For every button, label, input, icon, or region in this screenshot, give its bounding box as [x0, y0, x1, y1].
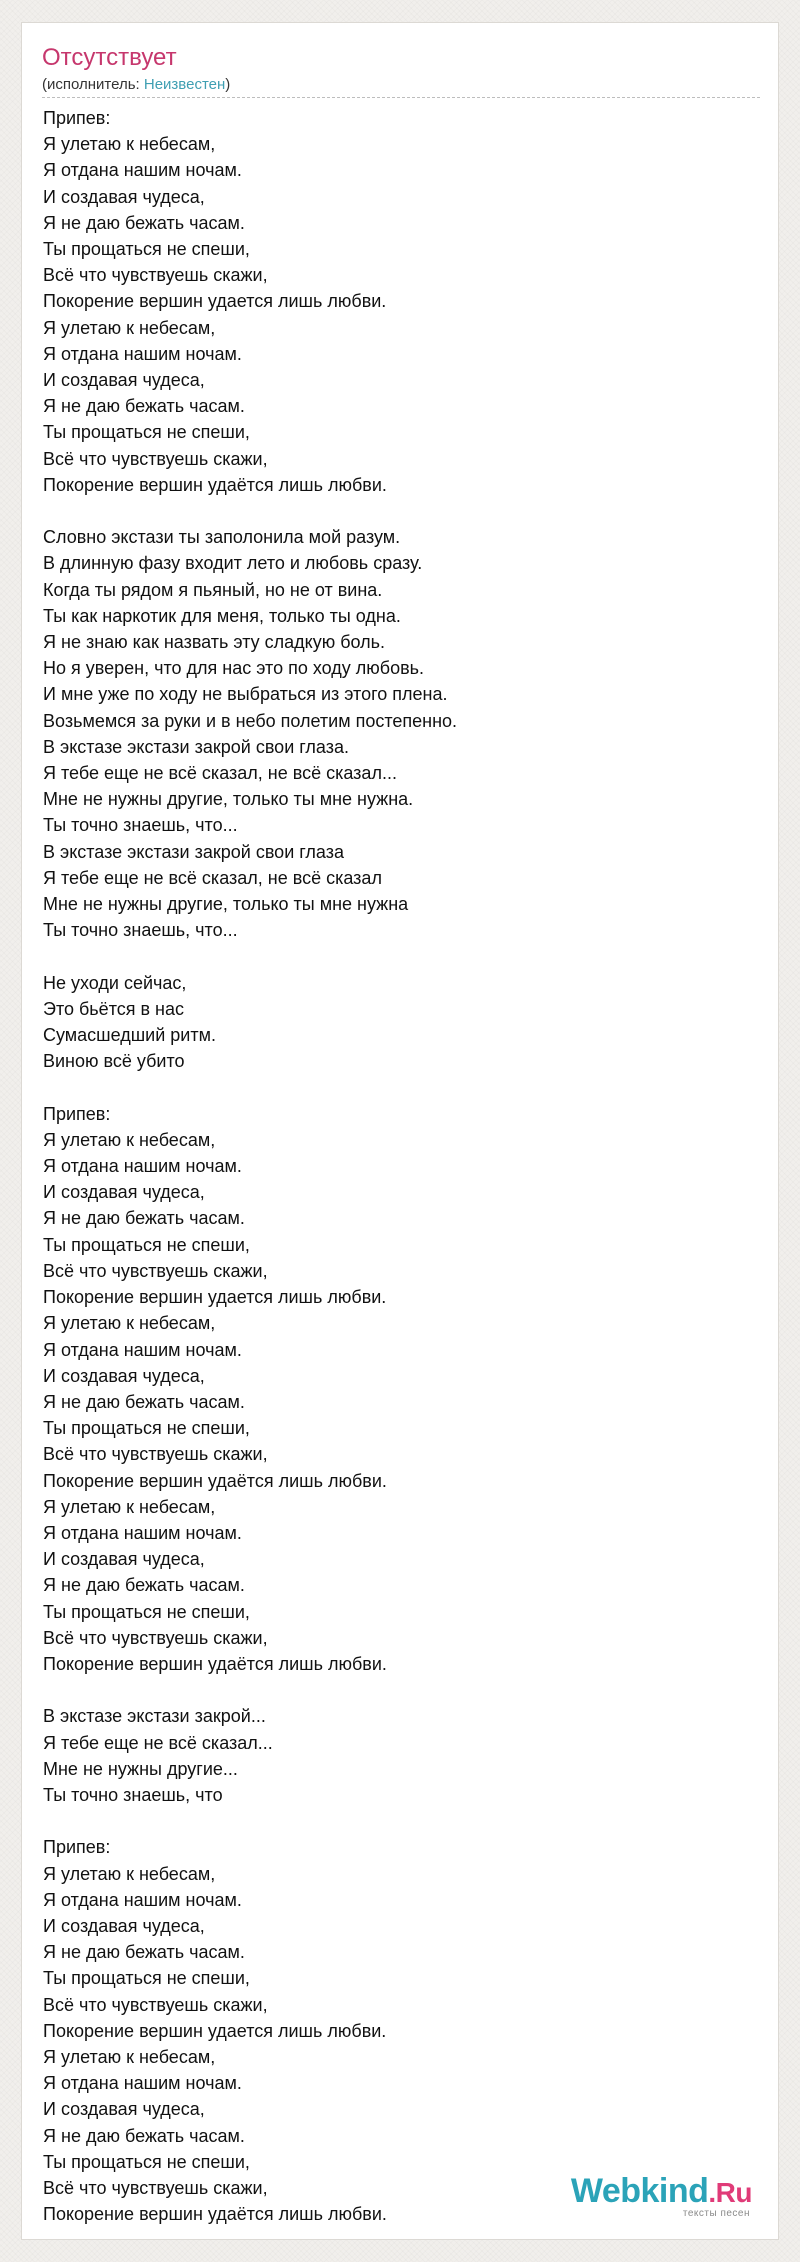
lyrics-line: И мне уже по ходу не выбраться из этого плена.	[43, 684, 448, 705]
lyrics-line: Сумасшедший ритм.	[43, 1025, 216, 1046]
lyrics-line: Всё что чувствуешь скажи,	[43, 448, 268, 469]
lyrics-line: В длинную фазу входит лето и любовь сразу.	[43, 553, 423, 574]
lyrics-line: Всё что чувствуешь скажи,	[43, 1260, 268, 1281]
lyrics-line: Я улетаю к небесам,	[43, 1313, 216, 1334]
lyrics-line: Но я уверен, что для нас это по ходу любовь.	[43, 658, 425, 679]
lyrics-line: Это бьётся в нас	[43, 998, 184, 1019]
lyrics-stanza	[43, 1834, 743, 2227]
lyrics-line: Я отдана нашим ночам.	[43, 1156, 242, 1177]
lyrics-line: Я улетаю к небесам,	[43, 317, 216, 338]
lyrics-line: Всё что чувствуешь скажи,	[43, 1627, 268, 1648]
title-divider	[42, 97, 760, 98]
lyrics-line: Я тебе еще не всё сказал, не всё сказал	[43, 867, 382, 888]
lyrics-line: Ты точно знаешь, что...	[43, 920, 238, 941]
lyrics-line: Покорение вершин удаётся лишь любви.	[43, 1653, 387, 1674]
lyrics-line: Мне не нужны другие, только ты мне нужна	[43, 894, 409, 915]
logo-name: Webkind	[570, 2172, 709, 2210]
lyrics-line: Я отдана нашим ночам.	[43, 343, 242, 364]
lyrics-line: Виною всё убито	[43, 1051, 185, 1072]
lyrics-line: Я улетаю к небесам,	[43, 134, 216, 155]
logo-tagline: тексты песен	[682, 2208, 750, 2219]
song-title: Отсутствует	[42, 44, 177, 71]
logo-tld: .Ru	[708, 2177, 752, 2208]
byline-suffix: )	[225, 76, 231, 93]
site-logo[interactable]	[571, 2174, 752, 2219]
lyrics-stanza	[43, 524, 743, 943]
lyrics-line: И создавая чудеса,	[43, 1365, 205, 1386]
artist-link[interactable]: Неизвестен	[143, 76, 226, 93]
lyrics-line: Я улетаю к небесам,	[43, 1863, 216, 1884]
lyrics-line: Я улетаю к небесам,	[43, 1496, 216, 1517]
lyrics-line: Мне не нужны другие, только ты мне нужна.	[43, 789, 414, 810]
lyrics-line: Припев:	[43, 1837, 111, 1858]
lyrics-line: Покорение вершин удаётся лишь любви.	[43, 2204, 387, 2225]
lyrics-line: В экстазе экстази закрой свои глаза.	[43, 736, 349, 757]
byline-prefix: (исполнитель:	[42, 76, 144, 93]
lyrics-line: Ты прощаться не спеши,	[43, 422, 250, 443]
lyrics-line: Ты прощаться не спеши,	[43, 239, 250, 260]
lyrics-line: Я не даю бежать часам.	[43, 2125, 245, 2146]
lyrics-line: Ты прощаться не спеши,	[43, 2151, 250, 2172]
lyrics-line: Я улетаю к небесам,	[43, 2046, 216, 2067]
lyrics-line: Я не даю бежать часам.	[43, 1208, 245, 1229]
lyrics-stanza	[43, 1703, 743, 1808]
lyrics-line: Мне не нужны другие...	[43, 1758, 238, 1779]
lyrics-line: И создавая чудеса,	[43, 370, 205, 391]
lyrics-line: Ты прощаться не спеши,	[43, 1418, 250, 1439]
lyrics-line: Покорение вершин удается лишь любви.	[43, 1287, 387, 1308]
lyrics-stanza	[43, 1101, 743, 1677]
lyrics-line: Я улетаю к небесам,	[43, 1129, 216, 1150]
lyrics-line: Припев:	[43, 1103, 111, 1124]
lyrics-card	[21, 22, 779, 2240]
lyrics-line: Я отдана нашим ночам.	[43, 1339, 242, 1360]
lyrics-line: Я не знаю как назвать эту сладкую боль.	[43, 632, 386, 653]
lyrics-line: Я отдана нашим ночам.	[43, 1889, 242, 1910]
lyrics-line: И создавая чудеса,	[43, 2099, 205, 2120]
lyrics-line: В экстазе экстази закрой свои глаза	[43, 841, 344, 862]
lyrics-line: Покорение вершин удаётся лишь любви.	[43, 1470, 387, 1491]
lyrics-line: Ты как наркотик для меня, только ты одна.	[43, 605, 401, 626]
lyrics-line: Не уходи сейчас,	[43, 972, 187, 993]
lyrics-line: И создавая чудеса,	[43, 1549, 205, 1570]
lyrics-body	[43, 105, 743, 2227]
lyrics-line: Я не даю бежать часам.	[43, 212, 245, 233]
lyrics-line: Всё что чувствуешь скажи,	[43, 1444, 268, 1465]
lyrics-line: Я отдана нашим ночам.	[43, 160, 242, 181]
lyrics-line: И создавая чудеса,	[43, 186, 205, 207]
lyrics-line: Я тебе еще не всё сказал, не всё сказал...	[43, 763, 397, 784]
lyrics-line: Припев:	[43, 108, 111, 128]
lyrics-line: Покорение вершин удается лишь любви.	[43, 291, 387, 312]
lyrics-line: Ты точно знаешь, что...	[43, 815, 238, 836]
lyrics-line: Всё что чувствуешь скажи,	[43, 1994, 268, 2015]
lyrics-line: Я тебе еще не всё сказал...	[43, 1732, 273, 1753]
lyrics-line: Ты прощаться не спеши,	[43, 1234, 250, 1255]
lyrics-line: Ты прощаться не спеши,	[43, 1968, 250, 1989]
lyrics-line: Я отдана нашим ночам.	[43, 2073, 242, 2094]
lyrics-line: Всё что чувствуешь скажи,	[43, 2177, 268, 2198]
lyrics-stanza	[43, 970, 743, 1075]
lyrics-line: Я не даю бежать часам.	[43, 1942, 245, 1963]
lyrics-line: Ты точно знаешь, что	[43, 1784, 223, 1805]
lyrics-line: Всё что чувствуешь скажи,	[43, 265, 268, 286]
lyrics-line: В экстазе экстази закрой...	[43, 1706, 266, 1727]
lyrics-line: Покорение вершин удаётся лишь любви.	[43, 474, 387, 495]
lyrics-line: Когда ты рядом я пьяный, но не от вина.	[43, 579, 383, 600]
lyrics-line: И создавая чудеса,	[43, 1182, 205, 1203]
lyrics-line: Возьмемся за руки и в небо полетим постепенно.	[43, 710, 458, 731]
lyrics-line: Я отдана нашим ночам.	[43, 1522, 242, 1543]
lyrics-line: Покорение вершин удается лишь любви.	[43, 2020, 387, 2041]
lyrics-line: Я не даю бежать часам.	[43, 1391, 245, 1412]
lyrics-stanza	[43, 105, 743, 498]
lyrics-line: Словно экстази ты заполонила мой разум.	[43, 527, 401, 548]
lyrics-line: И создавая чудеса,	[43, 1915, 205, 1936]
lyrics-line: Ты прощаться не спеши,	[43, 1601, 250, 1622]
lyrics-line: Я не даю бежать часам.	[43, 396, 245, 417]
lyrics-line: Я не даю бежать часам.	[43, 1575, 245, 1596]
artist-byline	[42, 75, 230, 95]
